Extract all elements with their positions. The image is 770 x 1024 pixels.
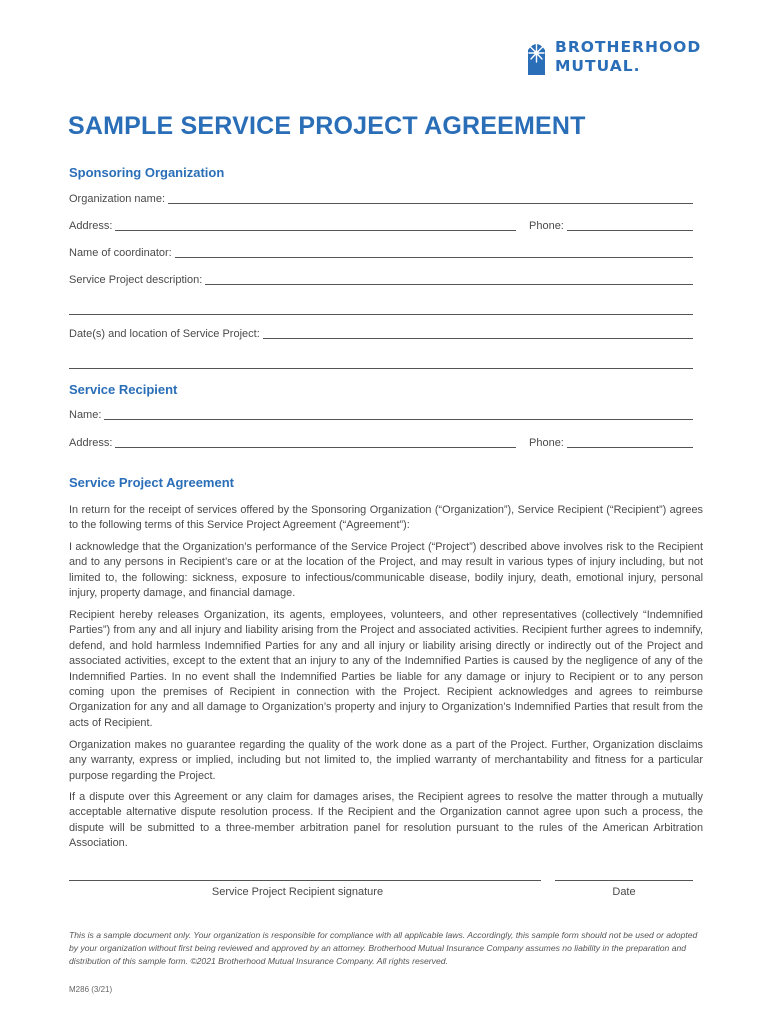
brotherhood-mutual-logo (524, 36, 704, 78)
coordinator-line[interactable] (175, 247, 693, 258)
project-dates-location-field[interactable] (69, 328, 693, 340)
recipient-signature-label: Service Project Recipient signature (211, 886, 384, 898)
recipient-signature-line[interactable] (69, 880, 541, 881)
project-dates-location-line[interactable] (263, 328, 693, 339)
recipient-address-field[interactable] (69, 437, 516, 449)
service-project-agreement-heading: Service Project Agreement (69, 475, 234, 490)
page-title: SAMPLE SERVICE PROJECT AGREEMENT (68, 112, 586, 140)
logo-burst-icon (524, 36, 549, 76)
project-description-line[interactable] (205, 274, 693, 285)
legal-disclaimer: This is a sample document only. Your organization is responsible for compliance with all applicable laws. Accordingly, this sample form should not be used or adopted by your organization without first being reviewed and approved by an attorney. Brotherhood Mutual Insurance Company assumes no liability in the preparation and distribution of this sample form. ©2021 Brotherhood Mutual Insurance Company. All rights reserved. (69, 930, 698, 966)
project-dates-location-label: Date(s) and location of Service Project: (69, 328, 260, 340)
sponsor-address-field[interactable] (69, 220, 516, 232)
agreement-intro-paragraph: In return for the receipt of services offered by the Sponsoring Organization (“Organization”), Service Recipient (“Recipient”) agrees to the following terms of this Service Project Agreement (“Agreement”): (69, 504, 703, 532)
sponsor-address-label: Address: (69, 220, 113, 232)
recipient-name-line[interactable] (104, 409, 693, 420)
recipient-phone-label: Phone: (529, 437, 564, 449)
service-recipient-heading: Service Recipient (69, 382, 178, 397)
recipient-address-label: Address: (69, 437, 113, 449)
project-description-line-2[interactable] (69, 314, 693, 315)
signature-date-line[interactable] (555, 880, 693, 881)
sponsor-phone-field[interactable] (529, 220, 693, 232)
project-description-field[interactable] (69, 274, 693, 286)
logo-wordmark (555, 38, 701, 76)
project-description-label: Service Project description: (69, 274, 203, 286)
coordinator-label: Name of coordinator: (69, 247, 172, 259)
sponsor-phone-label: Phone: (529, 220, 564, 232)
recipient-name-label: Name: (69, 409, 102, 421)
organization-name-line[interactable] (168, 193, 693, 204)
recipient-address-line[interactable] (115, 437, 516, 448)
signature-date-label: Date (612, 886, 636, 898)
risk-acknowledgement-paragraph: I acknowledge that the Organization’s performance of the Service Project (“Project”) described above involves risk to the Recipient and to any persons in Recipient’s care or at the location of the Project, and may result in various types of injury including, but not limited to, the following: sickness, exposure to infectious/communicable disease, bodily injury, death, emotional injury, personal injury, property damage, and financial damage. (69, 541, 703, 600)
organization-name-label: Organization name: (69, 193, 165, 205)
sponsor-address-line[interactable] (115, 220, 516, 231)
warranty-disclaimer-paragraph: Organization makes no guarantee regarding the quality of the work done as a part of the Project. Further, Organization disclaims any warranty, express or implied, including but not limited to, the implied warranty of merchantability and fitness for a particular purpose regarding the Project. (69, 739, 703, 782)
sponsor-phone-line[interactable] (567, 220, 693, 231)
logo-line-1: BROTHERHOOD (555, 38, 702, 56)
organization-name-field[interactable] (69, 193, 693, 205)
release-indemnity-paragraph: Recipient hereby releases Organization, its agents, employees, volunteers, and other representatives (collectively “Indemnified Parties”) from any and all injury and liability arising from the Project and associated activities. Recipient further agrees to indemnify, defend, and hold harmless Indemnified Parties for any and all injury or liability arising directly or indirectly out of the Project and associated activities, except to the extent that an injury to any of the Indemnified Parties is caused by the negligence of any of the Indemnified Parties. In no event shall the Indemnified Parties be liable for any damage or injury to Recipient or to any person coming upon the premises of Recipient in connection with the Project. Recipient acknowledges and agrees to reimburse Organization for any and all damage to Organization’s property and injury to Organization’s Indemnified Parties that result from the acts of Recipient. (69, 609, 703, 729)
form-code: M286 (3/21) (69, 985, 113, 994)
recipient-name-field[interactable] (69, 409, 693, 421)
coordinator-field[interactable] (69, 247, 693, 259)
recipient-phone-line[interactable] (567, 437, 693, 448)
project-dates-location-line-2[interactable] (69, 368, 693, 369)
logo-line-2: MUTUAL. (555, 57, 641, 75)
sponsoring-organization-heading: Sponsoring Organization (69, 165, 225, 180)
recipient-phone-field[interactable] (529, 437, 693, 449)
dispute-resolution-paragraph: If a dispute over this Agreement or any claim for damages arises, the Recipient agrees to resolve the matter through a mutually acceptable alternative dispute resolution process. If the Recipient and the Organization cannot agree upon such a process, the dispute will be submitted to a three-member arbitration panel for resolution pursuant to the rules of the American Arbitration Association. (69, 791, 703, 850)
